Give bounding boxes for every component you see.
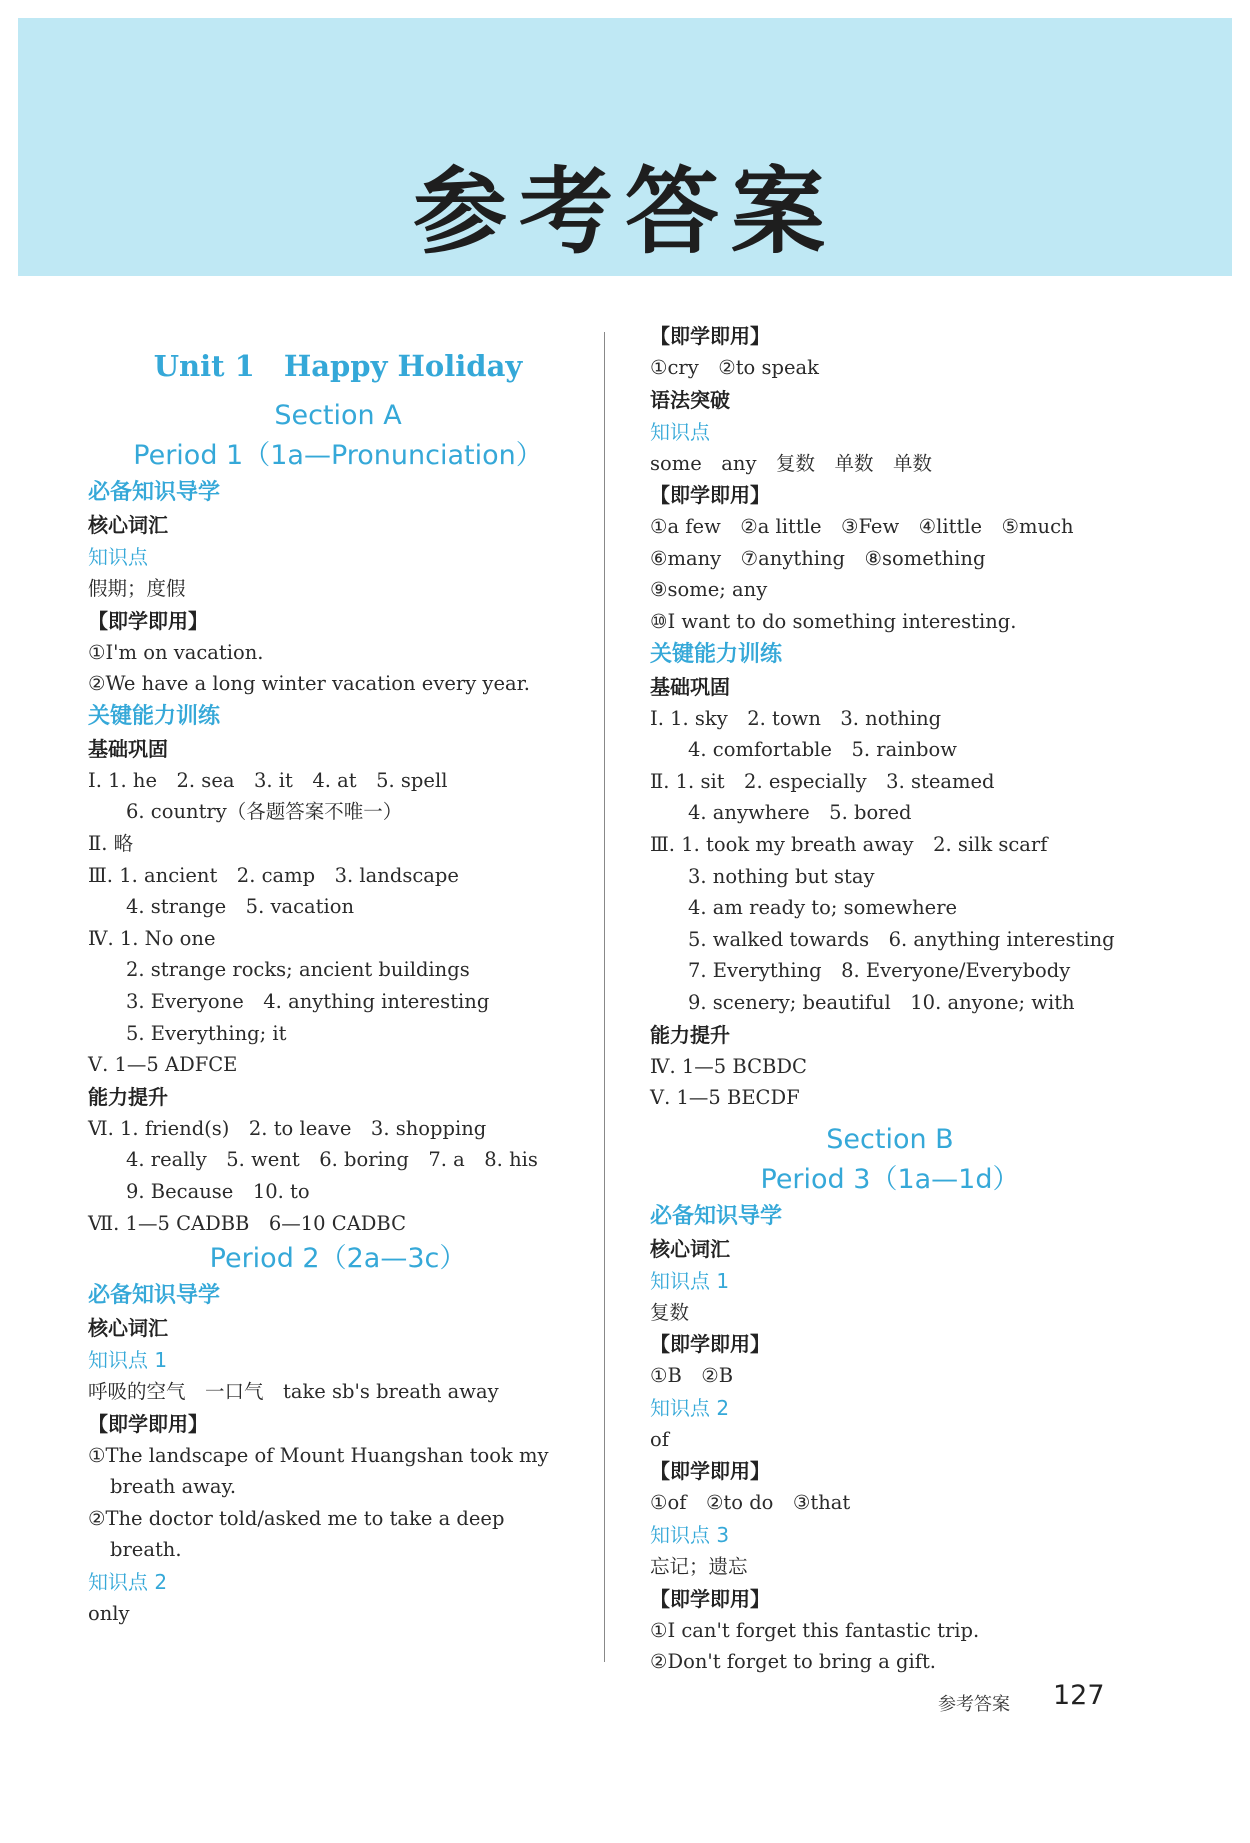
answer-line: 3. Everyone 4. anything interesting [126,989,490,1013]
answer-line: ①a few ②a little ③Few ④little ⑤much [650,515,1074,539]
answer-line: 核心词汇 [88,1316,168,1341]
period-1-answers [88,476,588,1239]
answer-line: 关键能力训练 [88,703,221,729]
right-column [650,320,1130,1678]
answer-line: 【即学即用】 [88,608,208,633]
answer-line: Ⅱ. 略 [88,831,134,855]
answer-line: 【即学即用】 [650,483,770,508]
answer-line: 知识点 1 [650,1268,730,1293]
answer-line: ①I can't forget this fantastic trip. [650,1618,980,1642]
answer-line: 核心词汇 [88,513,168,537]
answer-line: 5. walked towards 6. anything interesting [688,927,1115,951]
answer-line: ⑨some; any [650,578,768,602]
answer-line: 5. Everything; it [126,1021,287,1045]
period-1-title: Period 1（1a—Pronunciation） [133,440,543,471]
answer-line: 复数 [650,1300,690,1324]
answer-line: 4. am ready to; somewhere [688,896,958,920]
answer-line: 4. comfortable 5. rainbow [688,738,957,762]
answer-line: Ⅶ. 1—5 CADBB 6—10 CADBC [88,1211,407,1235]
unit-title: Unit 1 Happy Holiday [153,349,523,383]
section-b-title: Section B [826,1123,954,1155]
answer-line: 4. anywhere 5. bored [688,801,912,825]
answer-line: only [88,1602,130,1626]
answer-line: ①The landscape of Mount Huangshan took my [88,1443,549,1467]
answer-line: 【即学即用】 [650,324,770,348]
answer-line: some any 复数 单数 单数 [650,451,932,475]
answer-line: 忘记；遗忘 [650,1555,748,1579]
answer-line: 核心词汇 [650,1236,730,1261]
answer-line: 4. strange 5. vacation [126,895,355,919]
answer-line: 【即学即用】 [88,1411,208,1436]
answer-line: 9. scenery; beautiful 10. anyone; with [688,990,1075,1014]
answer-line: 【即学即用】 [650,1586,770,1611]
answer-line: of [650,1427,669,1451]
period-2-answers [88,1279,588,1630]
answer-line: 2. strange rocks; ancient buildings [126,958,470,982]
answer-line: ②Don't forget to bring a gift. [650,1650,936,1674]
answer-line: Ⅳ. 1—5 BCBDC [650,1054,807,1078]
answer-line: 【即学即用】 [650,1332,770,1357]
answer-line: ②The doctor told/asked me to take a deep [88,1506,505,1530]
answer-line: breath away. [110,1475,237,1499]
answer-line: Ⅰ. 1. sky 2. town 3. nothing [650,706,942,730]
answer-line: Ⅲ. 1. ancient 2. camp 3. landscape [88,863,459,887]
period-3-answers [650,1200,1130,1678]
answer-line: 3. nothing but stay [688,864,875,888]
answer-line: 呼吸的空气 一口气 take sb's breath away [88,1380,499,1404]
answer-line: 基础巩固 [650,674,730,699]
period-2-title: Period 2（2a—3c） [209,1243,467,1275]
answer-line: 知识点 [88,545,148,569]
answer-line: 必备知识导学 [88,1283,221,1309]
answer-line: Ⅵ. 1. friend(s) 2. to leave 3. shopping [88,1116,487,1140]
answer-line: Ⅴ. 1—5 BECDF [650,1086,800,1110]
answer-line: 【即学即用】 [650,1459,770,1484]
answer-line: 7. Everything 8. Everyone/Everybody [688,959,1071,983]
answer-line: ②We have a long winter vacation every year. [88,672,530,696]
left-column [88,320,588,1630]
title-banner [18,18,1232,276]
answer-line: ⑩I want to do something interesting. [650,609,1017,633]
page-number: 127 [1053,1680,1105,1711]
answer-line: breath. [110,1538,182,1562]
answer-line: 能力提升 [650,1022,730,1047]
answer-line: Ⅲ. 1. took my breath away 2. silk scarf [650,832,1048,856]
answer-line: 必备知识导学 [88,480,221,505]
period-3-title: Period 3（1a—1d） [760,1163,1020,1195]
answer-line: 4. really 5. went 6. boring 7. a 8. his [126,1148,538,1172]
answer-line: 知识点 1 [88,1348,168,1373]
answer-line: 语法突破 [650,387,730,412]
answer-line: Ⅱ. 1. sit 2. especially 3. steamed [650,769,995,793]
footer-label: 参考答案 [938,1694,1010,1715]
answer-line: Ⅰ. 1. he 2. sea 3. it 4. at 5. spell [88,768,448,792]
answer-line: ①B ②B [650,1364,734,1388]
answer-line: 知识点 2 [88,1570,168,1595]
answer-line: ⑥many ⑦anything ⑧something [650,546,986,570]
answer-line: Ⅴ. 1—5 ADFCE [88,1053,238,1077]
answer-line: 知识点 3 [650,1523,730,1548]
answer-line: 假期；度假 [88,577,186,600]
section-a-title: Section A [274,400,402,431]
answer-line: 知识点 2 [650,1395,730,1420]
answer-line: 基础巩固 [88,736,168,761]
page-title: 参考答案 [412,157,837,267]
column-divider [604,332,605,1662]
period-2-continued-answers [650,320,1130,1114]
answer-line: 知识点 [650,419,710,444]
answer-line: 能力提升 [88,1084,168,1109]
answer-line: 9. Because 10. to [126,1179,310,1203]
answer-line: 6. country（各题答案不唯一） [126,800,403,824]
answer-line: ①of ②to do ③that [650,1491,851,1515]
answer-line: 必备知识导学 [650,1203,783,1229]
answer-line: ①cry ②to speak [650,356,819,379]
answer-line: Ⅳ. 1. No one [88,926,216,950]
answer-line: 关键能力训练 [650,641,783,667]
answer-line: ①I'm on vacation. [88,640,264,664]
